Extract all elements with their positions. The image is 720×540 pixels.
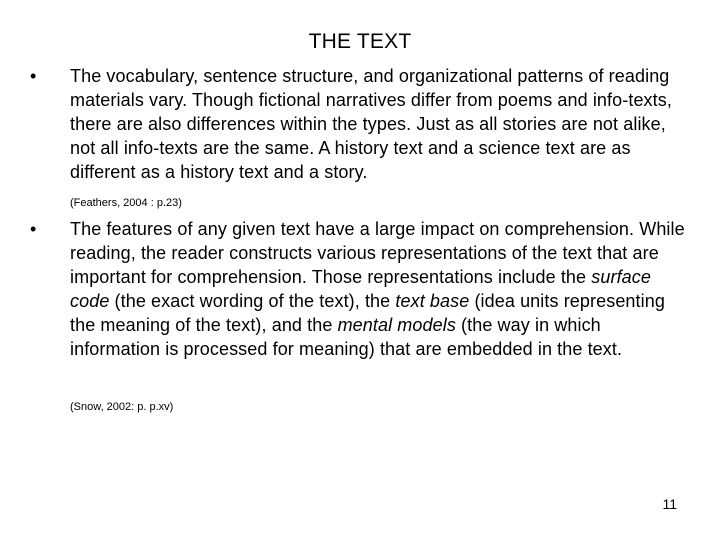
bullet-text: The vocabulary, sentence structure, and organizational patterns of reading materials vary. Though fictional narratives differ from poems and info-texts, there are also differences within the types. Just as all stories are not alike, not all info-texts are the same. A history text and a science text are as different as a history text and a story. [70,66,672,182]
bullet-icon: • [30,219,37,239]
page-number: 11 [662,496,677,512]
text-segment: The features of any given text have a large impact on comprehension. While reading, the reader constructs various representations of the text that are important for comprehension. Those representations include the [70,219,685,287]
emphasized-term: mental models [337,315,456,335]
slide-title: THE TEXT [308,30,412,53]
emphasized-term: surface code [70,267,651,311]
bullet-icon: • [30,66,37,86]
citation: (Feathers, 2004 : p.23) [70,197,182,209]
text-segment: (the way in which information is processed for meaning) that are embedded in the text. [70,315,623,359]
citation: (Snow, 2002: p. p.xv) [70,401,174,413]
emphasized-term: text base [395,291,470,311]
text-segment: (idea units representing the meaning of the text), and the [70,291,665,335]
bullet-text [70,217,690,361]
text-segment: (the exact wording of the text), the [109,291,396,311]
